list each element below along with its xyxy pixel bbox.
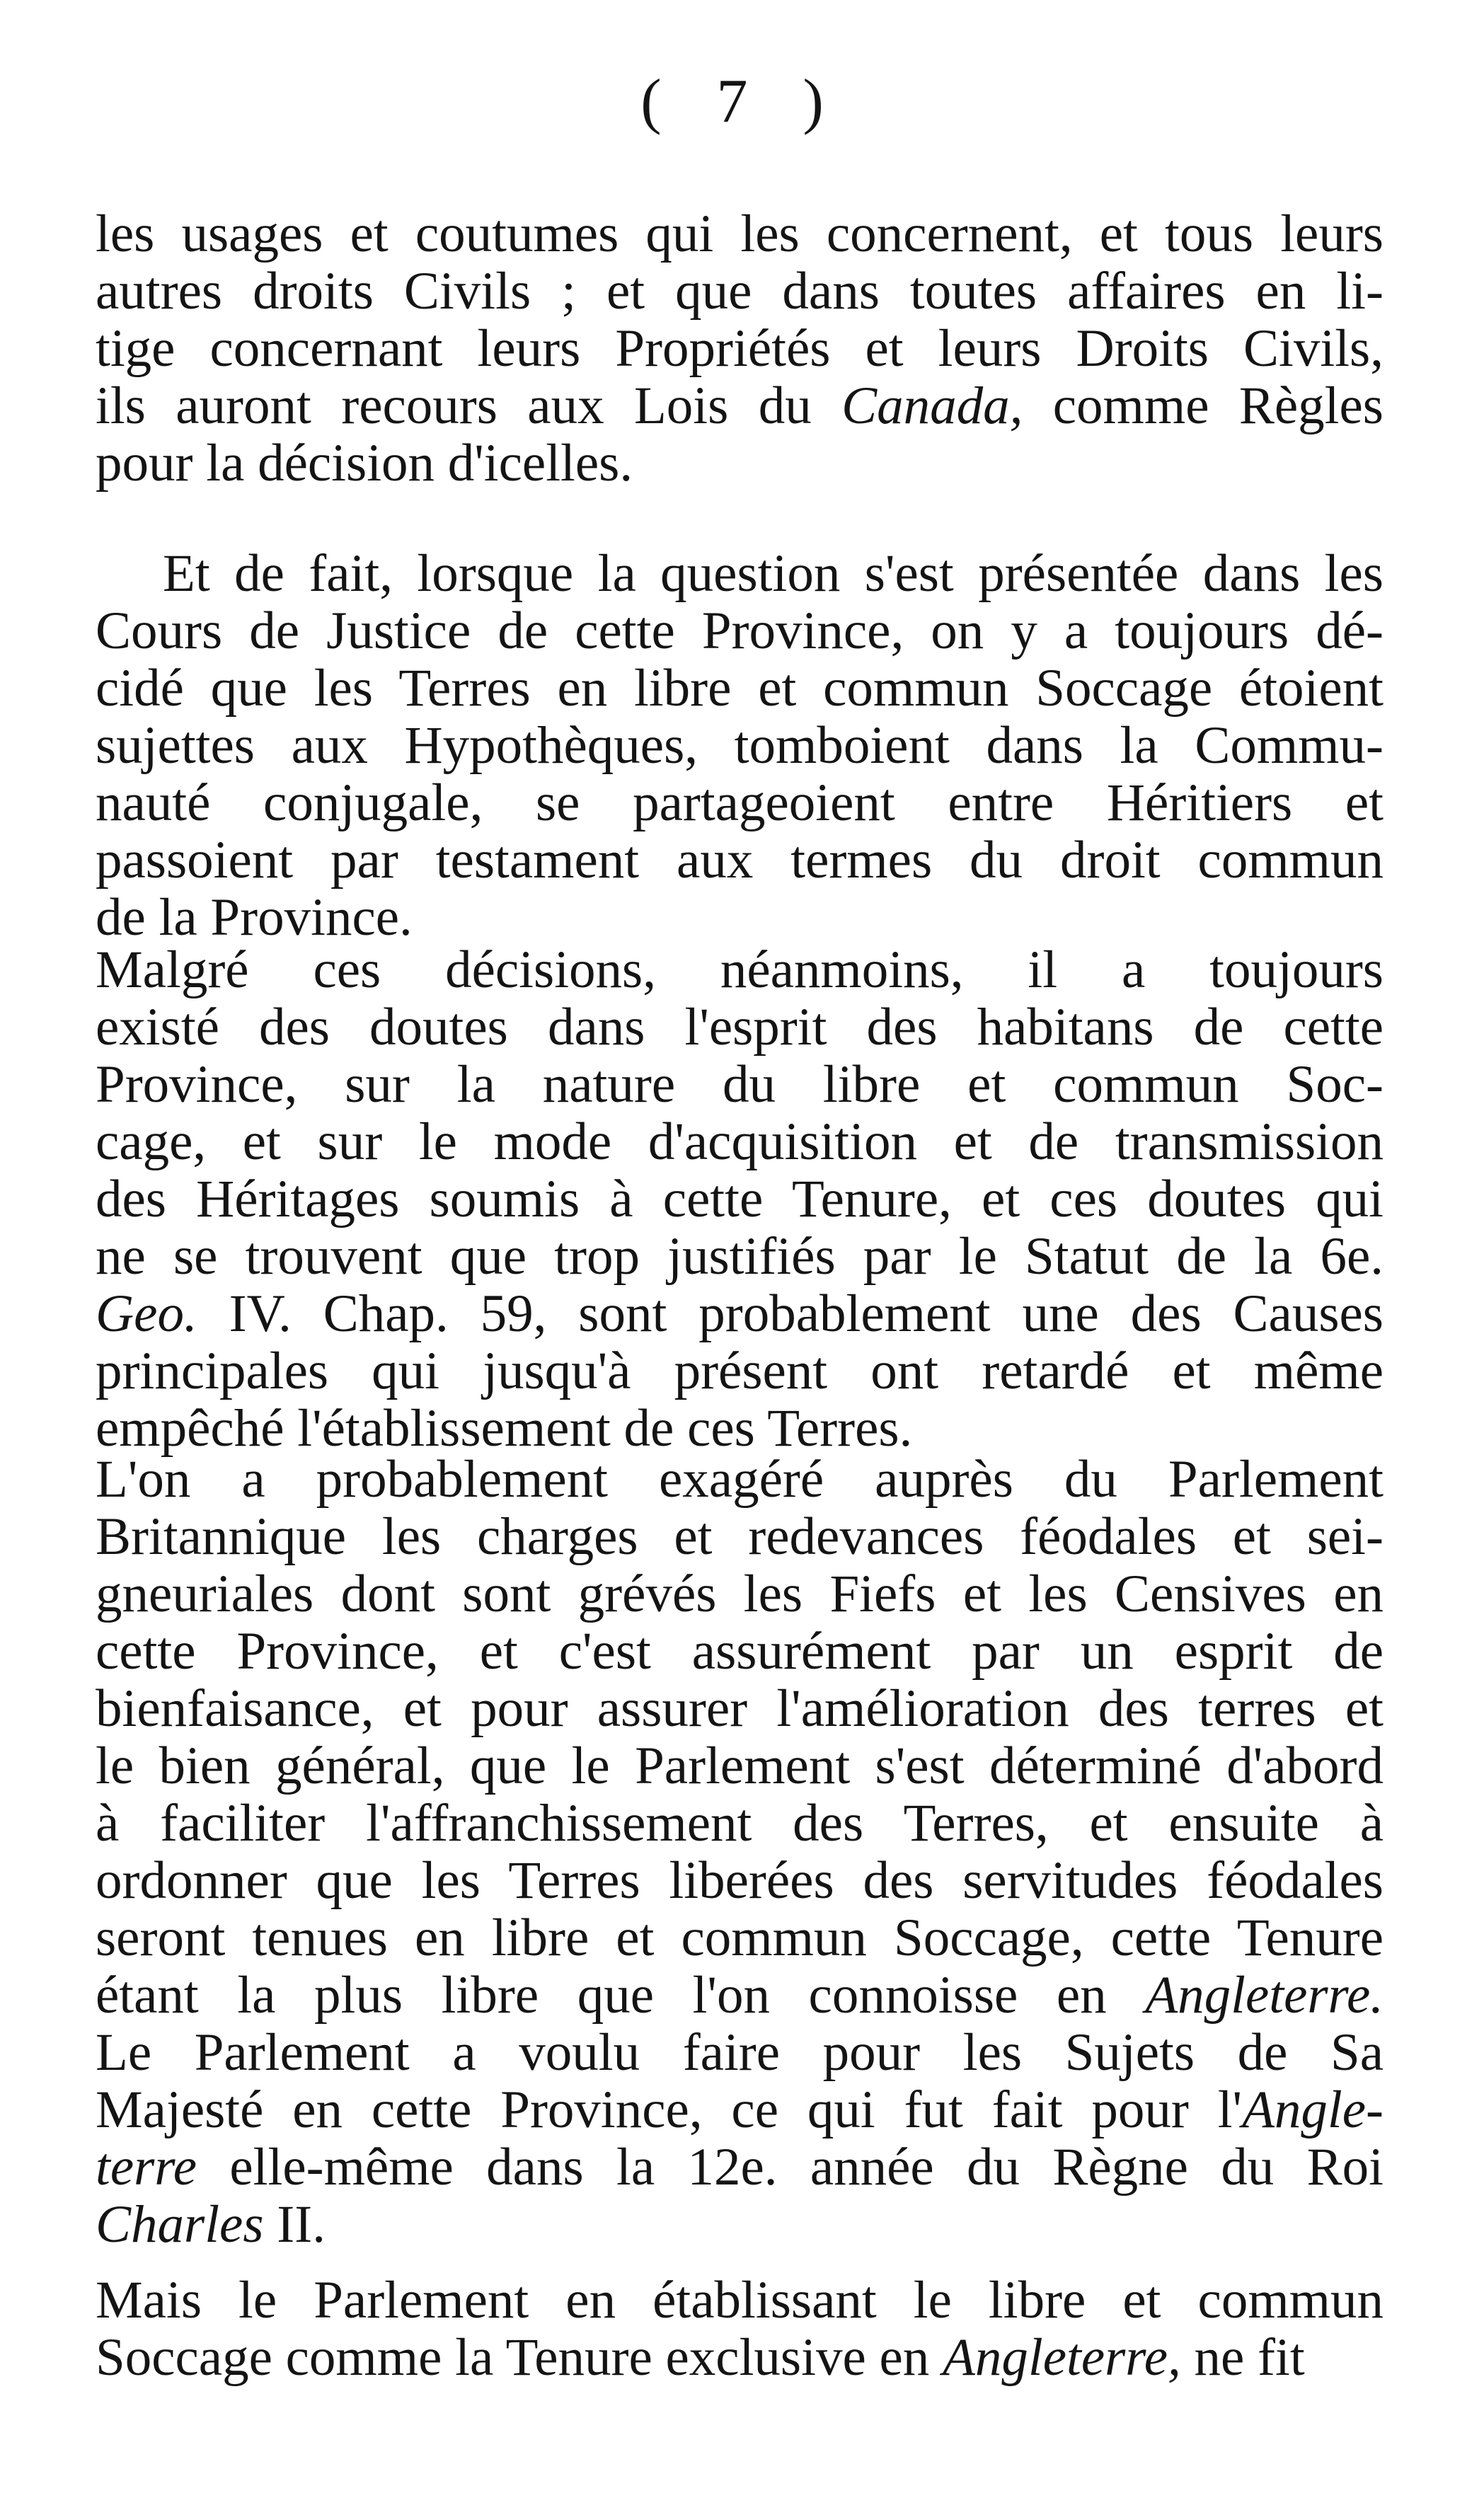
text-line: Malgré ces décisions, néanmoins, il a toujours [96, 940, 1384, 999]
text-line: étant la plus libre que l'on connoisse en Angleterre. [96, 1966, 1384, 2025]
paragraph-1 [96, 205, 1384, 492]
paragraph-4 [96, 1451, 1384, 2253]
text-line: seront tenues en libre et commun Soccage, cette Tenure [96, 1909, 1384, 1967]
text-line: les usages et coutumes qui les concernent, et tous leurs [96, 205, 1384, 263]
text-line: cidé que les Terres en libre et commun Soccage étoient [96, 659, 1384, 718]
text-line: Britannique les charges et redevances féodales et sei- [96, 1507, 1384, 1566]
text-line: bienfaisance, et pour assurer l'amélioration des terres et [96, 1679, 1384, 1738]
text-line: nauté conjugale, se partageoient entre Héritiers et [96, 773, 1384, 832]
text-line: Cours de Justice de cette Province, on y a toujours dé- [96, 601, 1384, 660]
text-line: Geo. IV. Chap. 59, sont probablement une des Causes [96, 1284, 1384, 1343]
text-line: gneuriales dont sont grévés les Fiefs et les Censives en [96, 1565, 1384, 1623]
text-line: cette Province, et c'est assurément par un esprit de [96, 1622, 1384, 1681]
italic-text: Charles [96, 2195, 264, 2254]
text-line: L'on a probablement exagéré auprès du Parlement [96, 1450, 1384, 1509]
italic-text: Canada, [841, 376, 1023, 435]
text-line: de la Province. [96, 888, 413, 947]
text-line: ne se trouvent que trop justifiés par le Statut de la 6e. [96, 1227, 1384, 1286]
page-number: ( 7 ) [640, 67, 844, 136]
text-line: existé des doutes dans l'esprit des habitans de cette [96, 998, 1384, 1057]
text-line: empêché l'établissement de ces Terres. [96, 1399, 913, 1458]
italic-text: terre [96, 2138, 197, 2197]
text-line: ordonner que les Terres liberées des servitudes féodales [96, 1851, 1384, 1910]
text-line: Soccage comme la Tenure exclusive en Angleterre, ne fit [96, 2328, 1305, 2387]
italic-text: Geo. [96, 1284, 197, 1343]
italic-text: Angleterre. [1145, 1966, 1384, 2025]
text-line: Mais le Parlement en établissant le libre et commun [96, 2271, 1384, 2330]
text-line: principales qui jusqu'à présent ont retardé et même [96, 1342, 1384, 1400]
text-line: autres droits Civils ; et que dans toutes affaires en li- [96, 262, 1384, 321]
text-line: Le Parlement a voulu faire pour les Sujets de Sa [96, 2023, 1384, 2082]
paragraph-5 [96, 2272, 1384, 2386]
text-line: terre elle-même dans la 12e. année du Règne du Roi [96, 2138, 1384, 2197]
text-line: sujettes aux Hypothèques, tomboient dans la Commu- [96, 716, 1384, 775]
paragraph-2 [96, 545, 1384, 946]
text-line: des Héritages soumis à cette Tenure, et ces doutes qui [96, 1170, 1384, 1228]
text-line: le bien général, que le Parlement s'est déterminé d'abord [96, 1737, 1384, 1795]
text-line: cage, et sur le mode d'acquisition et de transmission [96, 1112, 1384, 1171]
text-line: pour la décision d'icelles. [96, 434, 633, 493]
text-line: à faciliter l'affranchissement des Terres, et ensuite à [96, 1794, 1384, 1853]
text-line: ils auront recours aux Lois du Canada, comme Règles [96, 376, 1384, 435]
text-line: Majesté en cette Province, ce qui fut fait pour l'Angle- [96, 2080, 1384, 2139]
paragraph-3 [96, 941, 1384, 1457]
text-line: Charles II. [96, 2195, 326, 2254]
italic-text: Angle- [1242, 2080, 1384, 2139]
text-line: passoient par testament aux termes du droit commun [96, 831, 1384, 890]
text-line: Et de fait, lorsque la question s'est présentée dans les [163, 544, 1384, 603]
text-line: tige concernant leurs Propriétés et leurs Droits Civils, [96, 319, 1384, 378]
italic-text: Angleterre, [943, 2328, 1181, 2387]
text-line: Province, sur la nature du libre et commun Soc- [96, 1055, 1384, 1114]
